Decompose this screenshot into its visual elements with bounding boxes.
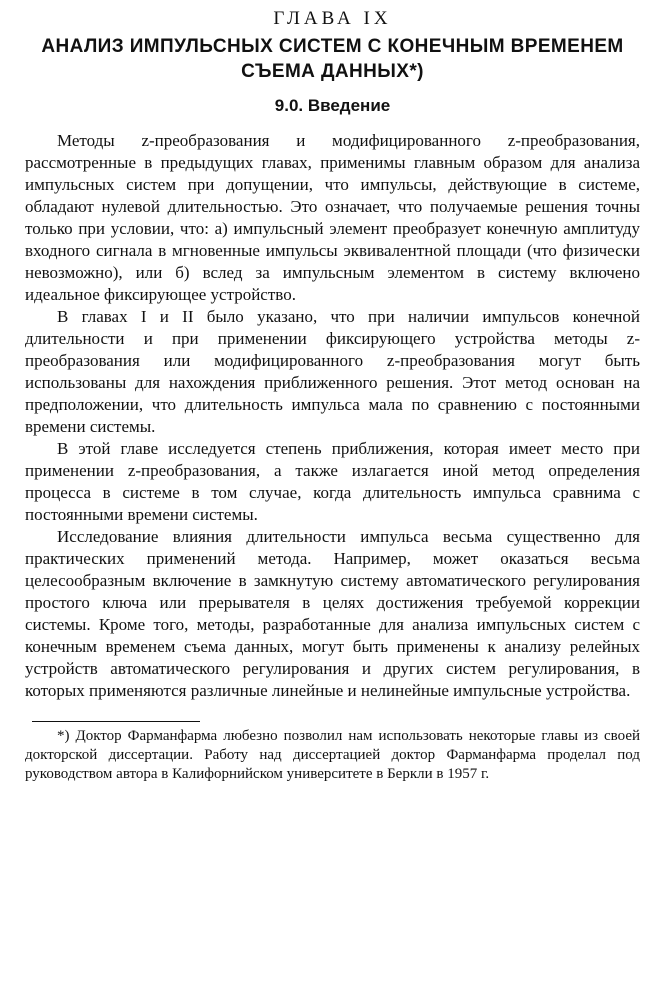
body-text [25,130,640,702]
paragraph: Методы z-преобразования и модифицированного z-преобразования, рассмотренные в предыдущих главах, применимы главным образом для анализа импульсных систем при допущении, что импульсы, действующие в системе, обладают нулевой длительностью. Это означает, что получаемые решения точны только при условии, что: а) импульсный элемент преобразует конечную амплитуду входного сигнала в мгновенные импульсы эквивалентной площади (что физически невозможно), или б) вслед за импульсным элементом в систему включено идеальное фиксирующее устройство. [25,131,640,304]
chapter-label: ГЛАВА IX [273,8,392,29]
paragraph: В этой главе исследуется степень приближения, которая имеет место при применении z-преобразования, а также излагается иной метод определения процесса в системе в том случае, когда длительность импульса сравнима с постоянными времени системы. [25,439,640,524]
section-heading: 9.0. Введение [274,96,391,115]
paragraph: Исследование влияния длительности импульса весьма существенно для практических применений метода. Например, может оказаться весьма целесообразным включение в замкнутую систему автоматического регулирования простого ключа или прерывателя в целях достижения требуемой коррекции системы. Кроме того, методы, разработанные для анализа импульсных систем с конечным временем съема данных, могут быть применены к анализу релейных устройств автоматического регулирования и других систем регулирования, в которых применяются различные линейные и нелинейные импульсные устройства. [25,527,640,700]
footnote: *) Доктор Фарманфарма любезно позволил нам использовать некоторые главы из своей докторской диссертации. Работу над диссертацией доктор Фарманфарма проделал под руководством автора в Калифорнийском университете в Беркли в 1957 г. [25,728,640,782]
footnote-divider [32,721,200,722]
paragraph: В главах I и II было указано, что при наличии импульсов конечной длительности и при применении фиксирующего устройства методы z-преобразования или модифицированного z-преобразования могут быть использованы для нахождения приближенного решения. Этот метод основан на предположении, что длительность импульса мала по сравнению с постоянными времени системы. [25,307,640,436]
chapter-title: АНАЛИЗ ИМПУЛЬСНЫХ СИСТЕМ С КОНЕЧНЫМ ВРЕМЕНЕМ СЪЕМА ДАННЫХ*) [41,36,624,82]
